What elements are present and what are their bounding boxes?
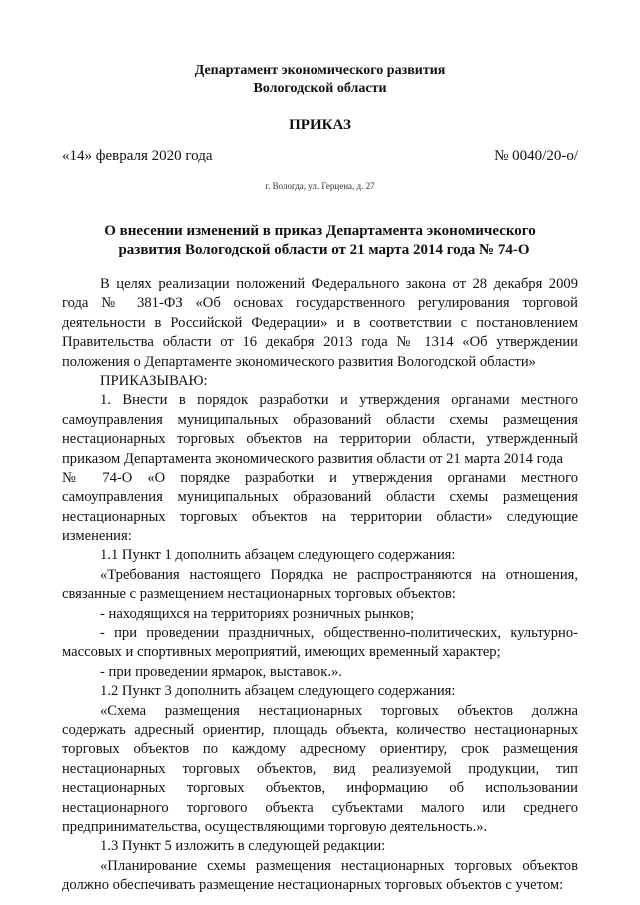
- body-line: массовых и спортивных мероприятий, имеющих временный характер;: [62, 644, 501, 661]
- body-line: должно обеспечивать размещение нестационарных торговых объектов с учетом:: [62, 877, 564, 894]
- body-line: «Требования настоящего Порядка не распространяются на отношения,: [100, 566, 578, 583]
- body-line: - находящихся на территориях розничных рынков;: [100, 605, 415, 622]
- body-line: «Схема размещения нестационарных торговых объектов должна: [100, 702, 578, 719]
- body-line: содержать адресный ориентир, площадь объекта, количество нестационарных: [62, 721, 578, 738]
- body-line: 1.2 Пункт 3 дополнить абзацем следующего содержания:: [100, 683, 456, 700]
- body-line: самоуправления муниципальных образований области схемы размещения: [62, 489, 578, 506]
- document-type: ПРИКАЗ: [289, 117, 351, 133]
- body-line: нестационарных торговых объектов, информацию об использовании: [62, 780, 578, 797]
- subject-line-2: развития Вологодской области от 21 марта 2014 года № 74-О: [118, 242, 530, 258]
- document-place: г. Вологда, ул. Герцена, д. 27: [265, 181, 375, 191]
- department-region: Вологодской области: [253, 81, 387, 96]
- body-line: - при проведении ярмарок, выставок.».: [100, 663, 342, 680]
- subject-line-1: О внесении изменений в приказ Департамента экономического: [104, 223, 536, 239]
- body-line: «Планирование схемы размещения нестационарных торговых объектов: [100, 857, 578, 874]
- body-line: приказом Департамента экономического развития области от 21 марта 2014 года: [62, 450, 563, 467]
- body-line: нестационарного торгового объекта субъектами малого или среднего: [62, 799, 578, 816]
- body-line: года № 381-ФЗ «Об основах государственного регулирования торговой: [62, 295, 578, 312]
- body-line: 1.1 Пункт 1 дополнить абзацем следующего содержания:: [100, 547, 456, 564]
- body-line: положения о Департаменте экономического развития Вологодской области»: [62, 353, 536, 370]
- department-name: Департамент экономического развития: [194, 63, 446, 78]
- document-number: № 0040/20-о/: [494, 148, 578, 164]
- body-line: связанные с размещением нестационарных торговых объектов:: [62, 586, 456, 603]
- body-line: нестационарных торговых объектов на территории области» следующие: [62, 508, 578, 525]
- body-line: Правительства области от 16 декабря 2013 года № 1314 «Об утверждении: [62, 334, 578, 351]
- body-line: предпринимательства, осуществляющими торговую деятельность.».: [62, 818, 488, 835]
- body-line: деятельности в Российской Федерации» и в соответствии с постановлением: [62, 314, 578, 331]
- body-line: изменения:: [62, 528, 132, 545]
- body-line: - при проведении праздничных, общественно-политических, культурно-: [100, 625, 578, 642]
- body-line: В целях реализации положений Федерального закона от 28 декабря 2009: [100, 276, 578, 292]
- body-line: № 74-О «О порядке разработки и утверждения органами местного: [62, 469, 578, 486]
- body-line: 1.3 Пункт 5 изложить в следующей редакции:: [100, 838, 386, 855]
- body-line: самоуправления муниципальных образований области схемы размещения: [62, 411, 578, 428]
- body-line: торговых объектов по каждому адресному ориентиру, срок размещения: [62, 741, 578, 758]
- document-date: «14» февраля 2020 года: [62, 148, 213, 164]
- body-line: 1. Внести в порядок разработки и утверждения органами местного: [100, 392, 578, 409]
- body-line: нестационарных торговых объектов на территории области, утвержденный: [62, 431, 578, 448]
- body-line: нестационарных торговых объектов, вид реализуемой продукции, тип: [62, 760, 578, 777]
- body-line: ПРИКАЗЫВАЮ:: [100, 372, 208, 389]
- document-body: [62, 275, 578, 896]
